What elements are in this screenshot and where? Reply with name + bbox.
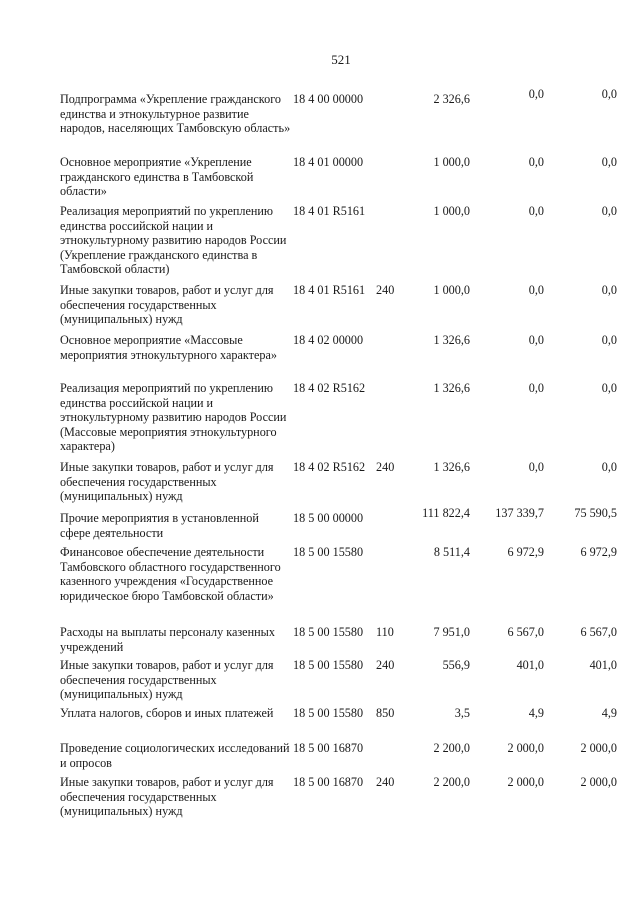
row-value-3: 2 000,0 bbox=[580, 775, 617, 789]
row-value-3: 0,0 bbox=[601, 283, 617, 297]
row-name: Иные закупки товаров, работ и услуг для обеспечения государственных (муниципальных) нужд bbox=[60, 283, 274, 327]
row-code: 18 5 00 15580 bbox=[293, 706, 364, 720]
row-value-3: 0,0 bbox=[601, 460, 617, 474]
row-value-1: 556,9 bbox=[442, 658, 470, 672]
row-value-1: 1 000,0 bbox=[433, 283, 470, 297]
row-value-1: 1 326,6 bbox=[433, 381, 470, 395]
row-value-2: 0,0 bbox=[528, 460, 544, 474]
row-name: Расходы на выплаты персоналу казенных учреждений bbox=[60, 625, 275, 654]
row-name: Проведение социологических исследований и опросов bbox=[60, 741, 290, 770]
row-name: Реализация мероприятий по укреплению единства российской нации и этнокультурному развитию народов России (Укрепление гражданского единства в Тамбовской области) bbox=[60, 204, 287, 277]
row-value-2: 401,0 bbox=[516, 658, 544, 672]
row-value-1: 1 326,6 bbox=[433, 333, 470, 347]
row-code: 18 5 00 15580 bbox=[293, 625, 364, 639]
row-value-3: 6 972,9 bbox=[580, 545, 617, 559]
row-value-3: 0,0 bbox=[601, 87, 617, 101]
row-value-2: 137 339,7 bbox=[495, 506, 544, 520]
row-name: Иные закупки товаров, работ и услуг для обеспечения государственных (муниципальных) нужд bbox=[60, 460, 274, 504]
row-value-1: 1 000,0 bbox=[433, 204, 470, 218]
row-name: Уплата налогов, сборов и иных платежей bbox=[60, 706, 274, 720]
row-value-2: 0,0 bbox=[528, 204, 544, 218]
row-name: Реализация мероприятий по укреплению единства российской нации и этнокультурному развитию народов России (Массовые мероприятия этнокультурного характера) bbox=[60, 381, 287, 454]
row-name: Иные закупки товаров, работ и услуг для обеспечения государственных (муниципальных) нужд bbox=[60, 775, 274, 819]
row-value-1: 2 200,0 bbox=[433, 741, 470, 755]
row-expense-type: 240 bbox=[376, 460, 395, 474]
row-value-1: 2 200,0 bbox=[433, 775, 470, 789]
row-expense-type: 850 bbox=[376, 706, 395, 720]
row-expense-type: 240 bbox=[376, 283, 395, 297]
row-value-3: 0,0 bbox=[601, 381, 617, 395]
row-value-2: 6 972,9 bbox=[507, 545, 544, 559]
row-code: 18 4 01 R5161 bbox=[293, 204, 366, 218]
row-code: 18 5 00 16870 bbox=[293, 775, 364, 789]
row-value-2: 0,0 bbox=[528, 283, 544, 297]
row-code: 18 5 00 16870 bbox=[293, 741, 364, 755]
row-code: 18 4 02 00000 bbox=[293, 333, 364, 347]
row-name: Иные закупки товаров, работ и услуг для обеспечения государственных (муниципальных) нужд bbox=[60, 658, 274, 702]
row-code: 18 5 00 00000 bbox=[293, 511, 364, 525]
row-name: Подпрограмма «Укрепление гражданского единства и этнокультурное развитие народов, населяющих Тамбовскую область» bbox=[60, 92, 291, 136]
row-code: 18 5 00 15580 bbox=[293, 545, 364, 559]
row-value-1: 7 951,0 bbox=[433, 625, 470, 639]
row-value-1: 3,5 bbox=[454, 706, 470, 720]
row-value-1: 1 000,0 bbox=[433, 155, 470, 169]
row-value-3: 4,9 bbox=[601, 706, 617, 720]
row-value-3: 0,0 bbox=[601, 204, 617, 218]
row-value-2: 0,0 bbox=[528, 155, 544, 169]
row-value-2: 6 567,0 bbox=[507, 625, 544, 639]
row-value-3: 0,0 bbox=[601, 333, 617, 347]
row-expense-type: 240 bbox=[376, 658, 395, 672]
row-value-3: 75 590,5 bbox=[574, 506, 617, 520]
row-expense-type: 110 bbox=[376, 625, 394, 639]
row-value-1: 8 511,4 bbox=[433, 545, 470, 559]
row-name: Прочие мероприятия в установленной сфере деятельности bbox=[60, 511, 259, 540]
row-value-3: 2 000,0 bbox=[580, 741, 617, 755]
page-number: 521 bbox=[331, 52, 351, 67]
row-value-1: 1 326,6 bbox=[433, 460, 470, 474]
row-value-2: 0,0 bbox=[528, 381, 544, 395]
row-value-1: 111 822,4 bbox=[422, 506, 470, 520]
row-code: 18 4 00 00000 bbox=[293, 92, 364, 106]
row-code: 18 4 02 R5162 bbox=[293, 460, 366, 474]
row-value-2: 4,9 bbox=[528, 706, 544, 720]
row-name: Основное мероприятие «Укрепление гражданского единства в Тамбовской области» bbox=[60, 155, 254, 199]
row-name: Финансовое обеспечение деятельности Тамбовского областного государственного казенного учреждения «Государственное юридическое бюро Тамбовской области» bbox=[60, 545, 281, 603]
row-expense-type: 240 bbox=[376, 775, 395, 789]
row-code: 18 5 00 15580 bbox=[293, 658, 364, 672]
row-code: 18 4 01 R5161 bbox=[293, 283, 366, 297]
row-value-2: 2 000,0 bbox=[507, 775, 544, 789]
row-value-3: 6 567,0 bbox=[580, 625, 617, 639]
row-value-3: 401,0 bbox=[589, 658, 617, 672]
row-name: Основное мероприятие «Массовые мероприятия этнокультурного характера» bbox=[60, 333, 277, 362]
row-code: 18 4 01 00000 bbox=[293, 155, 364, 169]
row-value-2: 0,0 bbox=[528, 87, 544, 101]
row-value-3: 0,0 bbox=[601, 155, 617, 169]
row-code: 18 4 02 R5162 bbox=[293, 381, 366, 395]
row-value-1: 2 326,6 bbox=[433, 92, 470, 106]
row-value-2: 0,0 bbox=[528, 333, 544, 347]
row-value-2: 2 000,0 bbox=[507, 741, 544, 755]
